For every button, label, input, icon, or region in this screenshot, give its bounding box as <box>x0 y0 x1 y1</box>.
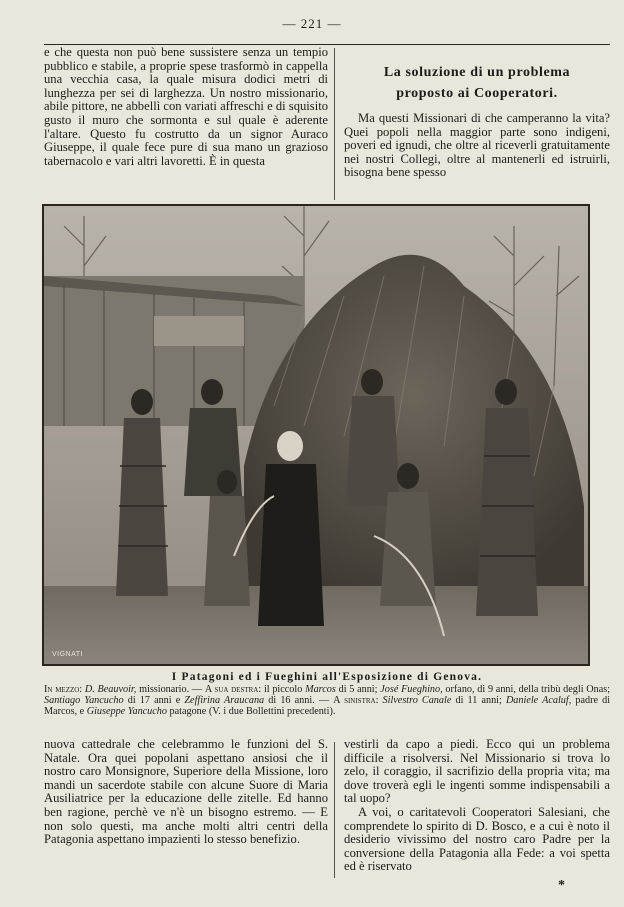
article-title-line-1: La soluzione di un problema <box>383 65 571 80</box>
caption-in-mezzo-label: In mezzo: <box>44 684 83 695</box>
caption-name: Marcos <box>305 684 336 695</box>
caption-name: Daniele Acaluf, <box>505 695 572 706</box>
caption-text: di 16 anni. — <box>268 695 330 706</box>
caption-text: di 17 anni e <box>127 695 181 706</box>
caption-text: di 11 anni; <box>455 695 502 706</box>
caption-name: Silvestro Canale <box>382 695 452 706</box>
top-left-paragraph: e che questa non può bene sussistere senza un tempio pubblico e stabile, a proprie spese trasformò in cappella una vecchia casa, la quale misura dodici metri di lunghezza per sei di larghezza. Un nostro missionario, abile pittore, ne abbellì con variati affreschi e di squisito gusto il muro che sormonta e sul quale è aderente l'altare. Questo fu costrutto da un signor Auraco Giuseppe, il quale fece pure di sua mano un grazioso tabernacolo e vari altri lavoretti. È in questa <box>44 45 328 168</box>
caption-text: di 5 anni; <box>338 684 378 695</box>
bottom-left-paragraph: nuova cattedrale che celebrammo le funzioni del S. Natale. Ora quei popolani aspettano ansiosi che il nostro caro Monsignore, Superiore della Missione, loro mandi un sacerdote stabile con alcune Suore di Maria Ausiliatrice per la educazione delle zitelle. Ed hanno ben ragione, perchè ve n'è un bisogno estremo. — E non solo questi, ma anche molti altri centri della Patagonia aspettano impazienti lo stesso benefizio. <box>44 737 328 847</box>
caption-name: Giuseppe Yancucho <box>86 706 167 717</box>
photo-illustration <box>44 206 588 664</box>
caption-title: I Patagoni ed i Fueghini all'Esposizione di Genova. <box>171 671 483 683</box>
article-title-line-2: proposto ai Cooperatori. <box>396 86 558 101</box>
bottom-left-column <box>44 738 328 847</box>
caption-sinistra-label: A sinistra: <box>333 695 379 706</box>
caption-body <box>44 684 610 717</box>
bottom-right-paragraph-1: vestirli da capo a piedi. Ecco qui un problema difficile a risolversi. Nel Missionario si trova lo zelo, il coraggio, il sacrifizio della propria vita; ma dove troverà egli le ingenti somme indispensabili a tal uopo? <box>344 737 610 806</box>
article-paragraph: Ma questi Missionari di che camperanno la vita? Quei popoli nella maggior parte sono indigeni, poveri ed ignudi, che oltre al riceverli gratuitamente nei nostri Collegi, oltre al mantenerli ed istruirli, bisogna bene spesso <box>344 111 610 180</box>
bottom-right-column <box>344 738 610 874</box>
caption-text: il piccolo <box>263 684 303 695</box>
caption-name: Zeffirina Araucana <box>184 695 265 706</box>
article-title <box>344 62 610 104</box>
caption-name: Santiago Yancucho <box>44 695 124 706</box>
page-number: — 221 — <box>282 16 342 31</box>
caption-name: José Fueghino, <box>380 684 443 695</box>
caption-text: orfano, di 9 anni, della tribù degli Onas; <box>445 684 611 695</box>
caption-text: patagone (V. i due Bollettini precedenti). <box>169 706 336 717</box>
caption-text: padre di Marcos, e <box>44 695 611 717</box>
caption-name: D. Beauvoir, <box>84 684 137 695</box>
caption-destra-label: A sua destra: <box>204 684 262 695</box>
bottom-right-paragraph-2: A voi, o caritatevoli Cooperatori Salesiani, che comprendete lo spirito di D. Bosco, e a cui è noto il desiderio vivissimo del nostro caro Padre per la conversione della Patagonia alla Fede: a voi spetta ed è riservato <box>344 804 610 874</box>
group-photograph <box>42 204 590 666</box>
column-divider-bottom <box>334 742 335 878</box>
photo-credit: VIGNATI <box>52 651 83 658</box>
top-left-column <box>44 46 328 168</box>
caption-text: missionario. — <box>139 684 203 695</box>
top-right-column <box>344 62 610 180</box>
column-divider-top <box>334 48 335 200</box>
signature-mark: * <box>558 878 565 893</box>
